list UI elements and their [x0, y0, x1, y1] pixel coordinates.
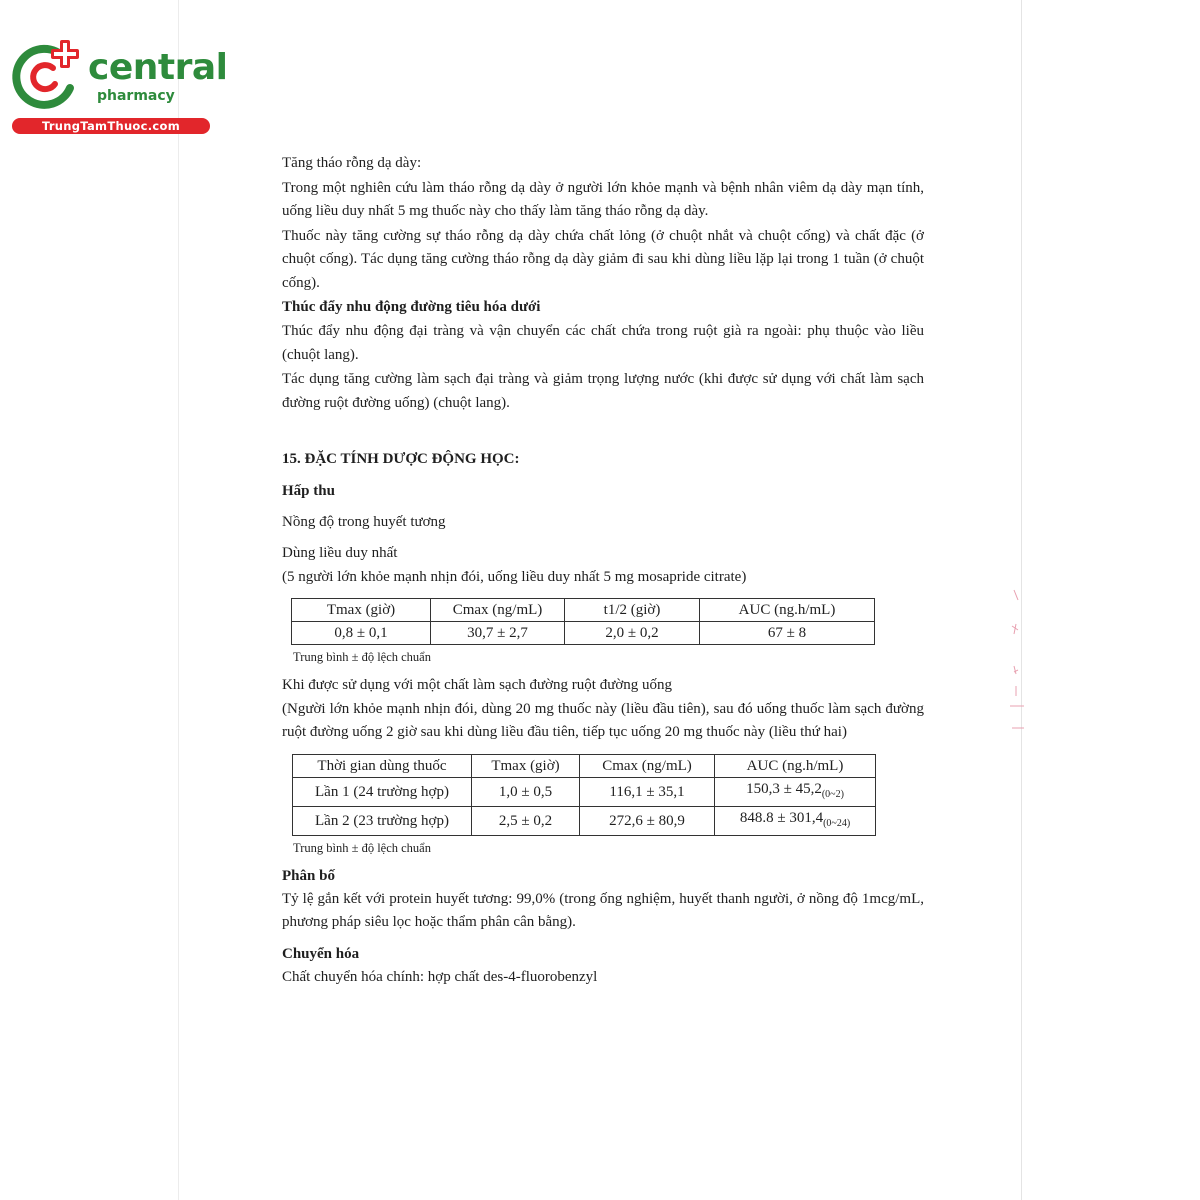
site-url-badge[interactable]: TrungTamThuoc.com [12, 118, 210, 134]
absorption-heading: Hấp thu [282, 482, 335, 499]
brand-name: central [88, 47, 228, 88]
distribution-heading: Phân bố [282, 867, 335, 884]
brand-sub: pharmacy [97, 88, 175, 104]
brand-logo[interactable] [8, 36, 228, 136]
section-15-title: 15. ĐẶC TÍNH DƯỢC ĐỘNG HỌC: [282, 451, 520, 467]
gastric-paragraph-2: Thuốc này tăng cường sự tháo rỗng dạ dày chứa chất lỏng (ở chuột nhắt và chuột cống) và chất đặc (ở chuột cống). Tác dụng tăng cường tháo rỗng dạ dày giảm đi sau khi dùng liều lặp lại trong 1 tuần (ở chuột cống). [282, 227, 924, 291]
single-dose-table [291, 598, 875, 645]
table-cell: 2,0 ± 0,2 [565, 622, 700, 645]
auc-interval: (0~2) [821, 788, 844, 800]
plasma-label: Nồng độ trong huyết tương [282, 513, 446, 530]
distribution-text: Tỷ lệ gắn kết với protein huyết tương: 99,0% (trong ống nghiệm, huyết thanh người, ở nồng độ 1mcg/mL, phương pháp siêu lọc hoặc thẩm phân cân bằng). [282, 890, 924, 930]
gastric-heading: Tăng tháo rỗng dạ dày: [282, 155, 422, 171]
table-header-row [292, 599, 875, 622]
table-header: AUC (ng.h/mL) [700, 599, 875, 622]
table-cell: 67 ± 8 [700, 622, 875, 645]
table-row [292, 622, 875, 645]
table-header: Thời gian dùng thuốc [293, 754, 472, 777]
auc-interval: (0~24) [823, 817, 851, 829]
single-dose-label: Dùng liều duy nhất [282, 545, 398, 561]
document-body [282, 152, 924, 989]
table-cell: 272,6 ± 80,9 [580, 806, 715, 835]
table-header: Cmax (ng/mL) [580, 754, 715, 777]
lower-gi-paragraph-1: Thúc đẩy nhu động đại tràng và vận chuyển các chất chứa trong ruột già ra ngoài: phụ thuộc vào liều (chuột lang). [282, 323, 924, 363]
auc-value: 150,3 ± 45,2 [746, 780, 822, 797]
lower-gi-paragraph-2: Tác dụng tăng cường làm sạch đại tràng và giảm trọng lượng nước (khi được sử dụng với chất làm sạch đường ruột đường uống) (chuột lang). [282, 371, 924, 411]
cleanser-table [292, 754, 876, 836]
lower-gi-heading: Thúc đẩy nhu động đường tiêu hóa dưới [282, 299, 541, 315]
table-cell: 0,8 ± 0,1 [292, 622, 431, 645]
central-pharmacy-logo-icon [8, 36, 88, 116]
cleanser-description: (Người lớn khỏe mạnh nhịn đói, dùng 20 mg thuốc này (liều đầu tiên), sau đó uống thuốc làm sạch đường ruột đường uống 2 giờ sau khi dùng liều đầu tiên, tiếp tục uống 20 mg thuốc này (liều thứ hai) [282, 700, 924, 740]
table-cell: 116,1 ± 35,1 [580, 777, 715, 806]
table-header: t1/2 (giờ) [565, 599, 700, 622]
table-cell: Lần 2 (23 trường hợp) [293, 806, 472, 835]
table-header: Tmax (giờ) [472, 754, 580, 777]
single-dose-description: (5 người lớn khỏe mạnh nhịn đói, uống liều duy nhất 5 mg mosapride citrate) [282, 568, 747, 585]
metabolism-text: Chất chuyển hóa chính: hợp chất des-4-fluorobenzyl [282, 968, 598, 985]
table-cell: 2,5 ± 0,2 [472, 806, 580, 835]
auc-value: 848.8 ± 301,4 [739, 809, 824, 826]
table-note: Trung bình ± độ lệch chuẩn [293, 840, 431, 855]
table-cell [715, 777, 876, 806]
table-header-row [293, 754, 876, 777]
table-row [293, 806, 876, 835]
margin-stamp-marks [1004, 586, 1030, 736]
table-cell: 30,7 ± 2,7 [431, 622, 565, 645]
table-cell: 1,0 ± 0,5 [472, 777, 580, 806]
table-cell [715, 806, 876, 835]
table-header: AUC (ng.h/mL) [715, 754, 876, 777]
table-header: Tmax (giờ) [292, 599, 431, 622]
cleanser-label: Khi được sử dụng với một chất làm sạch đường ruột đường uống [282, 677, 673, 693]
table-row [293, 777, 876, 806]
table-note: Trung bình ± độ lệch chuẩn [293, 650, 431, 664]
metabolism-heading: Chuyển hóa [282, 945, 360, 962]
table-cell: Lần 1 (24 trường hợp) [293, 777, 472, 806]
table-header: Cmax (ng/mL) [431, 599, 565, 622]
gastric-paragraph-1: Trong một nghiên cứu làm tháo rỗng dạ dày ở người lớn khỏe mạnh và bệnh nhân viêm dạ dày mạn tính, uống liều duy nhất 5 mg thuốc này cho thấy làm tăng tháo rỗng dạ dày. [282, 179, 924, 219]
